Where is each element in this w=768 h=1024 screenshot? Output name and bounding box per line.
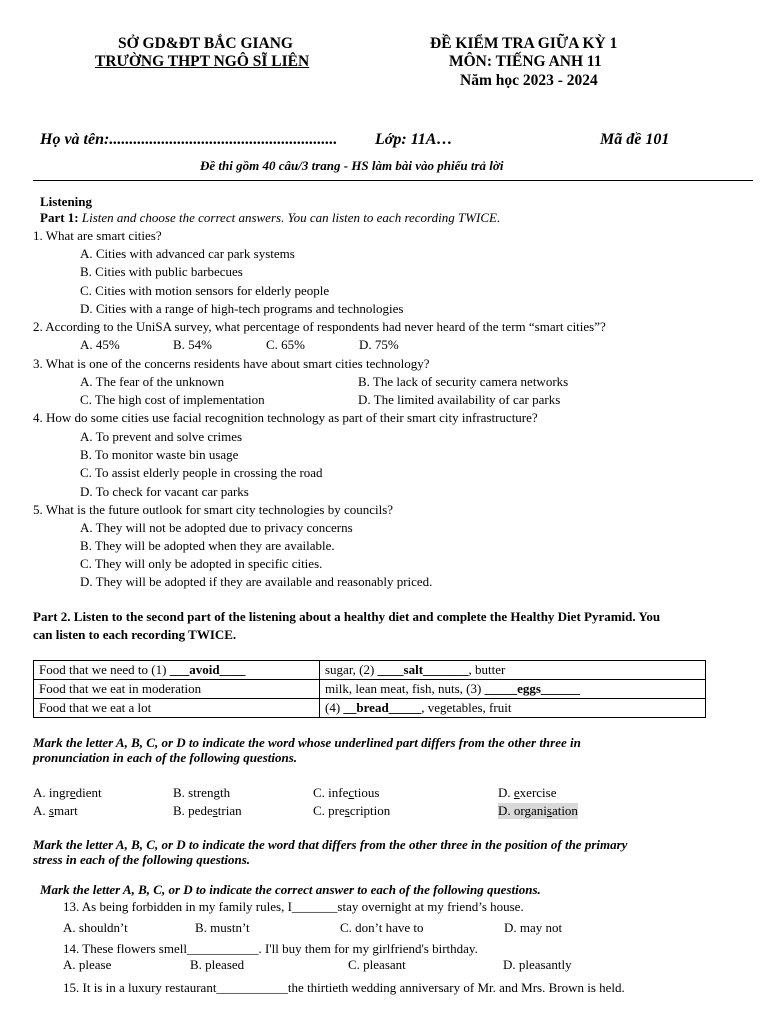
q13-option-c: C. don’t have to — [340, 920, 424, 935]
table-row — [34, 680, 706, 699]
q1-option-d: D. Cities with a range of high-tech programs and technologies — [80, 301, 404, 316]
class-field: Lớp: 11A… — [375, 131, 453, 148]
part2-instruction-line2: can listen to each recording TWICE. — [33, 627, 237, 642]
q3-option-d: D. The limited availability of car parks — [358, 392, 561, 407]
q14-option-d: D. pleasantly — [503, 957, 572, 972]
table-row — [34, 699, 706, 718]
exam-subject: MÔN: TIẾNG ANH 11 — [449, 53, 602, 70]
pron-q1-option-d: D. exercise — [498, 785, 557, 800]
part2-instruction-line1: Part 2. Listen to the second part of the listening about a healthy diet and complete the Healthy Diet Pyramid. You — [33, 609, 661, 624]
q2-option-a: A. 45% — [80, 337, 120, 352]
exam-title: ĐỀ KIỂM TRA GIỮA KỲ 1 — [430, 35, 618, 52]
exam-year: Năm học 2023 - 2024 — [460, 72, 598, 89]
row3-prefix: (4) — [325, 700, 344, 715]
question-1: 1. What are smart cities? — [33, 228, 162, 243]
q1-option-b: B. Cities with public barbecues — [80, 264, 243, 279]
q4-option-c: C. To assist elderly people in crossing the road — [80, 465, 323, 480]
q5-option-d: D. They will be adopted if they are available and reasonably priced. — [80, 574, 433, 589]
stress-instruction-line1: Mark the letter A, B, C, or D to indicate the word that differs from the other three in the position of the primary — [33, 837, 628, 852]
school-dept: SỞ GD&ĐT BẮC GIANG — [118, 35, 293, 52]
name-field: Họ và tên:......................................................... — [40, 131, 338, 148]
healthy-diet-table — [33, 660, 706, 718]
row2-foods: milk, lean meat, fish, nuts, (3) — [325, 681, 485, 696]
q5-option-c: C. They will only be adopted in specific cities. — [80, 556, 323, 571]
answer-2: ____salt_______ — [377, 662, 469, 677]
q13-option-b: B. mustn’t — [195, 920, 250, 935]
pron-q2-option-a: A. smart — [33, 803, 78, 818]
question-15: 15. It is in a luxury restaurant___________the thirtieth wedding anniversary of Mr. and Mrs. Brown is held. — [63, 980, 625, 995]
q1-option-a: A. Cities with advanced car park systems — [80, 246, 295, 261]
section-listening: Listening — [40, 194, 93, 209]
table-cell — [34, 699, 320, 718]
q13-option-d: D. may not — [504, 920, 563, 935]
part1-instruction: Listen and choose the correct answers. You can listen to each recording TWICE. — [81, 210, 501, 225]
table-cell — [34, 680, 320, 699]
q1-option-c: C. Cities with motion sensors for elderly people — [80, 283, 330, 298]
row1-foods-end: , butter — [468, 662, 506, 677]
answer-3: _____eggs______ — [484, 681, 580, 696]
row1-label: Food that we need to (1) — [39, 662, 170, 677]
part1-heading — [40, 210, 500, 226]
question-13: 13. As being forbidden in my family rules, I_______stay overnight at my friend’s house. — [63, 899, 524, 914]
pron-q1-option-b: B. strength — [173, 785, 231, 800]
answer-4: __bread_____ — [343, 700, 422, 715]
q5-option-a: A. They will not be adopted due to privacy concerns — [80, 520, 353, 535]
school-name: TRƯỜNG THPT NGÔ SĨ LIÊN — [95, 53, 310, 70]
q13-option-a: A. shouldn’t — [63, 920, 128, 935]
grammar-instruction: Mark the letter A, B, C, or D to indicate the correct answer to each of the following questions. — [40, 882, 541, 897]
exam-note: Đề thi gồm 40 câu/3 trang - HS làm bài vào phiếu trả lời — [200, 158, 504, 173]
row3-foods: , vegetables, fruit — [421, 700, 512, 715]
pron-q1-option-a: A. ingredient — [33, 785, 102, 800]
q3-option-b: B. The lack of security camera networks — [358, 374, 569, 389]
row1-foods: sugar, (2) — [325, 662, 378, 677]
exam-code: Mã đề 101 — [600, 131, 670, 148]
table-cell — [34, 661, 320, 680]
header-divider — [33, 180, 753, 181]
q4-option-a: A. To prevent and solve crimes — [80, 429, 243, 444]
q2-option-d: D. 75% — [359, 337, 399, 352]
q2-option-c: C. 65% — [266, 337, 305, 352]
question-4: 4. How do some cities use facial recognition technology as part of their smart city infrastructure? — [33, 410, 538, 425]
question-14: 14. These flowers smell___________. I'll buy them for my girlfriend's birthday. — [63, 941, 478, 956]
question-3: 3. What is one of the concerns residents have about smart cities technology? — [33, 356, 430, 371]
pron-q2-option-d: D. organisation — [498, 803, 578, 818]
q5-option-b: B. They will be adopted when they are available. — [80, 538, 335, 553]
pron-q2-option-c: C. prescription — [313, 803, 391, 818]
q4-option-b: B. To monitor waste bin usage — [80, 447, 239, 462]
table-row — [34, 661, 706, 680]
part1-label: Part 1: — [40, 210, 79, 225]
q2-option-b: B. 54% — [173, 337, 212, 352]
pronunciation-instruction-line2: pronunciation in each of the following questions. — [33, 750, 298, 765]
row3-label: Food that we eat a lot — [39, 700, 152, 715]
question-5: 5. What is the future outlook for smart city technologies by councils? — [33, 502, 394, 517]
answer-1: ___avoid____ — [169, 662, 246, 677]
q4-option-d: D. To check for vacant car parks — [80, 484, 249, 499]
pron-q1-option-c: C. infectious — [313, 785, 380, 800]
q14-option-a: A. please — [63, 957, 112, 972]
table-cell — [320, 661, 706, 680]
q14-option-c: C. pleasant — [348, 957, 406, 972]
stress-instruction-line2: stress in each of the following questions. — [33, 852, 251, 867]
table-cell — [320, 680, 706, 699]
pron-q2-option-b: B. pedestrian — [173, 803, 242, 818]
q3-option-c: C. The high cost of implementation — [80, 392, 265, 407]
pronunciation-instruction-line1: Mark the letter A, B, C, or D to indicate the word whose underlined part differs from the other three in — [33, 735, 581, 750]
q14-option-b: B. pleased — [190, 957, 245, 972]
question-2: 2. According to the UniSA survey, what percentage of respondents had never heard of the term “smart cities”? — [33, 319, 606, 334]
table-cell — [320, 699, 706, 718]
q3-option-a: A. The fear of the unknown — [80, 374, 225, 389]
row2-label: Food that we eat in moderation — [39, 681, 202, 696]
